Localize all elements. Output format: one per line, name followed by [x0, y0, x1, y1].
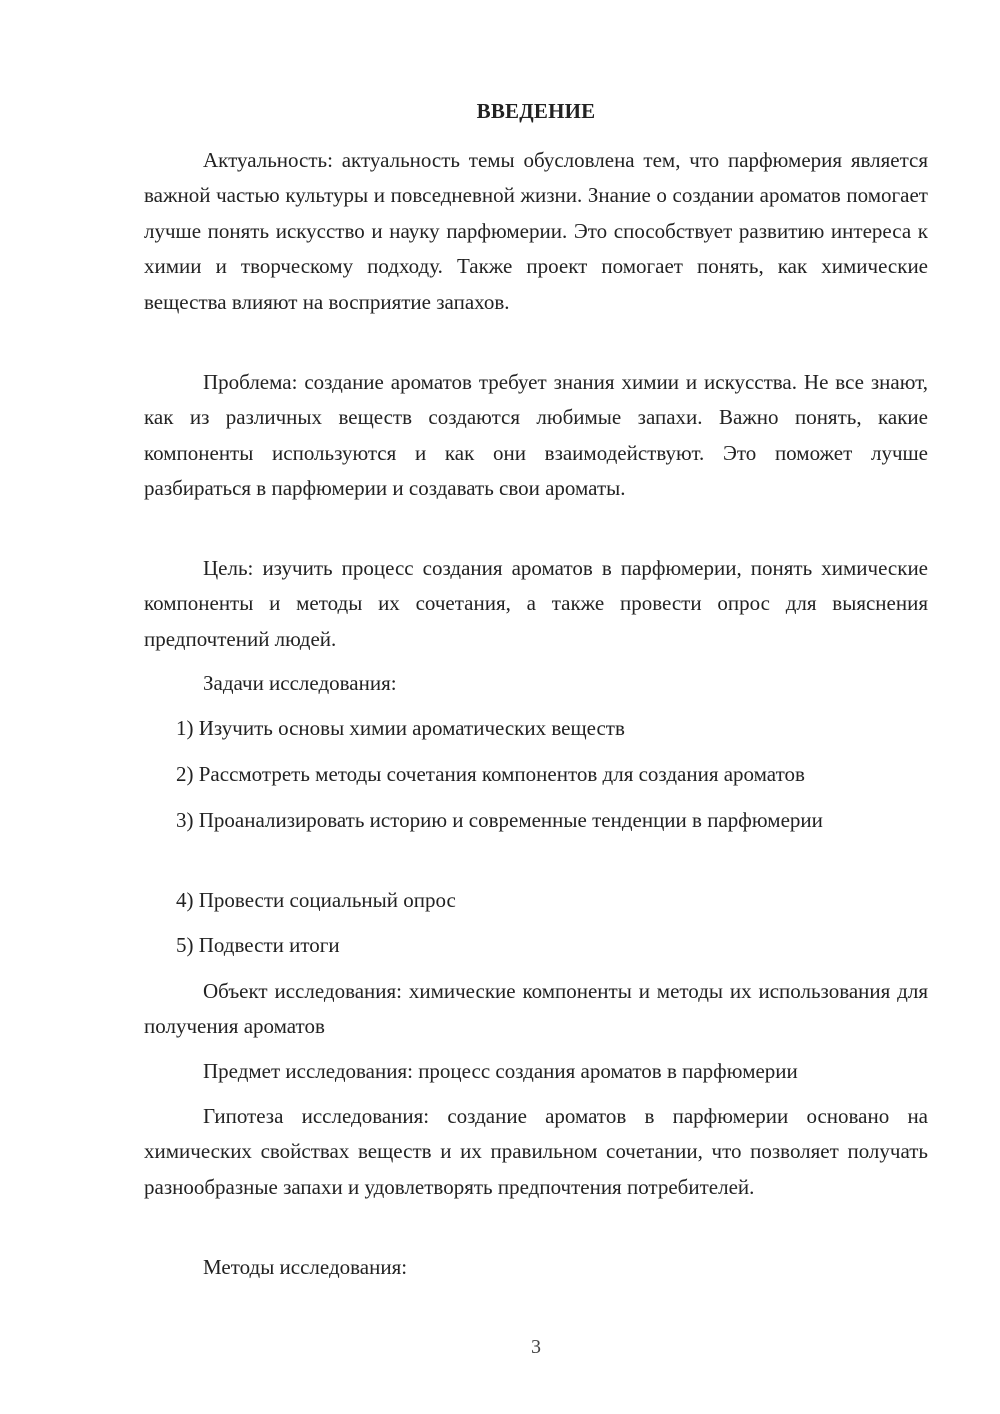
document-page [144, 0, 928, 1414]
paragraph-subject: Предмет исследования: процесс создания ароматов в парфюмерии [203, 1059, 798, 1083]
page-number: 3 [531, 1336, 541, 1358]
section-title: ВВЕДЕНИЕ [476, 99, 596, 123]
methods-heading: Методы исследования: [203, 1255, 408, 1279]
paragraph-hypothesis: Гипотеза исследования: создание ароматов в парфюмерии основано на химических свойствах веществ и их правильном сочетании, что позволяет получать разнообразные запахи и удовлетворять предпочтения потребителей. [144, 1104, 928, 1199]
task-item: 5) Подвести итоги [176, 933, 340, 957]
tasks-heading: Задачи исследования: [203, 671, 397, 695]
paragraph-goal: Цель: изучить процесс создания ароматов в парфюмерии, понять химические компоненты и методы их сочетания, а также провести опрос для выяснения предпочтений людей. [144, 556, 928, 651]
task-item: 1) Изучить основы химии ароматических веществ [176, 716, 625, 740]
task-item: 3) Проанализировать историю и современные тенденции в парфюмерии [176, 808, 823, 832]
paragraph-problem: Проблема: создание ароматов требует знания химии и искусства. Не все знают, как из различных веществ создаются любимые запахи. Важно понять, какие компоненты используются и как они взаимодействуют. Это поможет лучше разбираться в парфюмерии и создавать свои ароматы. [144, 370, 928, 501]
task-item: 4) Провести социальный опрос [176, 888, 456, 912]
paragraph-object: Объект исследования: химические компоненты и методы их использования для получения ароматов [144, 979, 928, 1039]
paragraph-relevance: Актуальность: актуальность темы обусловлена тем, что парфюмерия является важной частью культуры и повседневной жизни. Знание о создании ароматов помогает лучше понять искусство и науку парфюмерии. Это способствует развитию интереса к химии и творческому подходу. Также проект помогает понять, как химические вещества влияют на восприятие запахов. [144, 148, 928, 314]
task-item: 2) Рассмотреть методы сочетания компонентов для создания ароматов [176, 762, 805, 786]
